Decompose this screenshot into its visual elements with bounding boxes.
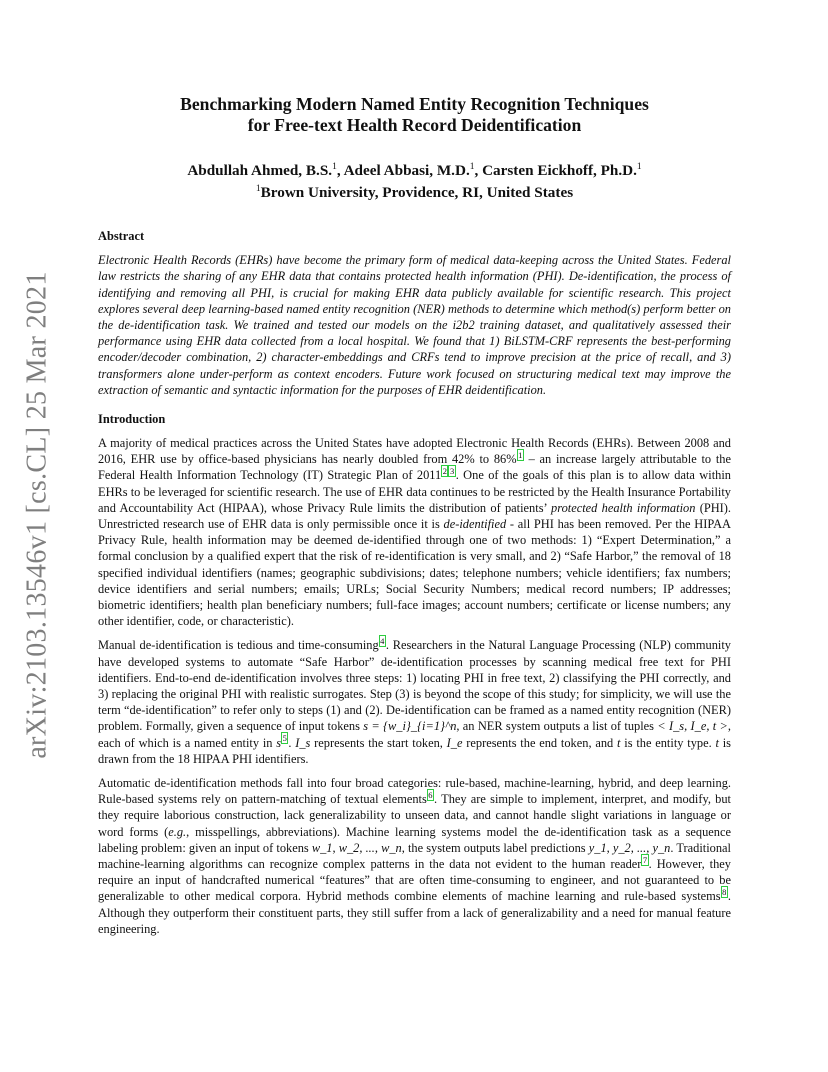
paper-title	[98, 94, 731, 136]
arxiv-sidebar-identifier	[16, 271, 60, 759]
author-1: Abdullah Ahmed, B.S.	[187, 162, 333, 180]
intro-paragraph-3	[98, 775, 731, 937]
intro-paragraph-1	[98, 435, 731, 629]
author-2: Adeel Abbasi, M.D.	[343, 162, 470, 180]
author-list	[98, 158, 731, 202]
intro-paragraph-2	[98, 637, 731, 767]
text-run: is the entity type.	[620, 735, 716, 750]
affiliation-text: Brown University, Providence, RI, United States	[260, 184, 574, 202]
affil-mark: 1	[332, 162, 337, 172]
text-run: . Traditional machine-learning algorithms can recognize complex patterns in the data not evident to the human reader	[98, 840, 731, 872]
affil-mark: 1	[255, 184, 261, 195]
arxiv-id-text: arXiv:2103.13546v1 [cs.CL] 25 Mar 2021	[22, 271, 53, 759]
citation-link[interactable]: 8	[722, 887, 727, 898]
text-run: . Although they outperform their constituent parts, they still suffer from a lack of generalizability and a need for manual feature engineering.	[98, 889, 731, 936]
text-run: , an NER system outputs a list of tuples	[456, 719, 658, 734]
math-expression: < I_s, I_e, t >	[657, 719, 728, 734]
citation-link[interactable]: 3	[449, 466, 455, 477]
citation-link[interactable]: 1	[518, 450, 523, 461]
title-line-2: for Free-text Health Record Deidentification	[247, 115, 582, 135]
math-expression: t	[617, 735, 621, 750]
abstract-text: Electronic Health Records (EHRs) have become the primary form of medical data-keeping across the United States. Federal law restricts the sharing of any EHR data that contains protected health information (PHI). De-identification, the process of identifying and removing all PHI, is crucial for making EHR data publicly available for scientific research. This project explores several deep learning-based named entity recognition (NER) methods to determine which method(s) perform better on the de-identification task. We trained and tested our models on the i2b2 training dataset, and qualitatively assessed their performance using EHR data collected from a local hospital. We found that 1) BiLSTM-CRF represents the best-performing encoder/decoder combination, 2) character-embeddings and CRFs tend to improve precision at the price of recall, and 3) transformers alone under-perform as context encoders. Future work focused on structuring medical text may improve the extraction of semantic and syntactic information for the purposes of EHR deidentification.	[98, 253, 731, 397]
math-expression: w_1, w_2, ..., w_n	[311, 840, 402, 855]
math-expression: s	[276, 735, 282, 750]
text-run: Manual de-identification is tedious and time-consuming	[98, 638, 379, 653]
text-run: A majority of medical practices across the United States have adopted Electronic Health Records (EHRs). Between 2008 and 2016, EHR use by office-based physicians has nearly doubled from 42% to 86%	[98, 435, 731, 467]
text-run: – an increase largely attributable to the Federal Health Information Technology (IT) Strategic Plan of 2011	[98, 452, 731, 483]
emphasis: protected health information	[551, 500, 696, 515]
math-expression: s = {w_i}_{i=1}^n	[363, 719, 457, 734]
text-run: - all PHI has been removed. Per the HIPAA Privacy Rule, health information may be deemed de-identified through one of two methods: 1) “Expert Determination,” a formal conclusion by a qualified expert that the risk of re-identification is very small, and 2) “Safe Harbor,” the removal of 18 specified individual identifiers (names; geographic subdivisions; dates; telephone numbers; vehicle identifiers; fax numbers; device identifiers and serial numbers; emails; URLs; Social Security Numbers; medical record numbers; IP addresses; biometric identifiers; health plan beneficiary numbers; full-face images; account numbers; certificate or license numbers; any other identifier, code, or characteristic).	[98, 516, 731, 629]
text-run: . One of the goals of this plan is to allow data within EHRs to be leveraged for scientific research. The use of EHR data continues to be restricted by the Health Insurance Portability and Accountability Act (HIPAA), whose Privacy Rule limits the distribution of patients’	[98, 468, 731, 515]
introduction-heading: Introduction	[98, 411, 166, 426]
text-run: is drawn from the 18 HIPAA PHI identifiers.	[98, 735, 731, 766]
citation-link[interactable]: 4	[380, 636, 385, 647]
text-run: .	[288, 735, 296, 750]
emphasis: de-identified	[443, 516, 507, 531]
citation-link[interactable]: 5	[282, 733, 287, 744]
affil-mark: 1	[636, 162, 642, 172]
affil-mark: 1	[469, 162, 475, 172]
text-run: . However, they require an input of handcrafted numerical “features” that are often time-consuming to engineer, and not guaranteed to be generalizable to other medical corpora. Hybrid methods combine elements of machine learning and rule-based systems	[98, 857, 731, 904]
author-names: Abdullah Ahmed, B.S.$^1$, Adeel Abbasi, M.D.$^1$, Carsten Eickhoff, Ph.D.$^1$	[187, 162, 642, 180]
text-run: , each of which is a named entity in	[98, 719, 731, 750]
text-run: , the system outputs label predictions	[401, 840, 589, 855]
text-run: . They are simple to implement, interpret, and modify, but they require laborious construction, lack generalizability to unseen data, and cannot handle slight variations in language or word forms (	[98, 792, 732, 839]
text-run: (PHI). Unrestricted research use of EHR data is only permissible once it is	[98, 500, 732, 531]
abstract-heading: Abstract	[98, 229, 145, 244]
text-run: Automatic de-identification methods fall into four broad categories: rule-based, machine-learning, hybrid, and deep learning. Rule-based systems rely on pattern-matching of textual elements	[98, 776, 731, 807]
text-run: represents the start token,	[310, 735, 447, 750]
title-line-1: Benchmarking Modern Named Entity Recognition Techniques	[180, 94, 649, 114]
affiliation	[98, 180, 731, 202]
math-expression: I_e	[446, 735, 463, 750]
emphasis: e.g.	[168, 824, 187, 839]
citation-link[interactable]: 7	[642, 854, 648, 865]
citation-link[interactable]: 6	[428, 790, 433, 801]
math-expression: I_s	[295, 735, 311, 750]
paper-page	[98, 0, 731, 937]
author-3: Carsten Eickhoff, Ph.D.	[482, 162, 637, 180]
math-expression: t	[715, 735, 719, 750]
text-run: . Researchers in the Natural Language Processing (NLP) community have developed systems to automate “Safe Harbor” de-identification processes by scanning medical free text for PHI identifiers. End-to-end de-identification involves three steps: 1) locating PHI in free text, 2) classifying the PHI correctly, and 3) replacing the original PHI with realistic surrogates. Step (3) is beyond the scope of this study; for simplicity, we will use the term “de-identification” to refer only to steps (1) and (2). De-identification can be framed as a named entity recognition (NER) problem. Formally, given a sequence of input tokens	[98, 638, 731, 734]
citation-link[interactable]: 2	[442, 466, 447, 477]
text-run: represents the end token, and	[462, 735, 618, 750]
math-expression: y_1, y_2, ..., y_n	[588, 840, 671, 855]
text-run: , misspellings, abbreviations). Machine learning systems model the de-identification task as a sequence labeling problem: given an input of tokens	[98, 824, 731, 855]
